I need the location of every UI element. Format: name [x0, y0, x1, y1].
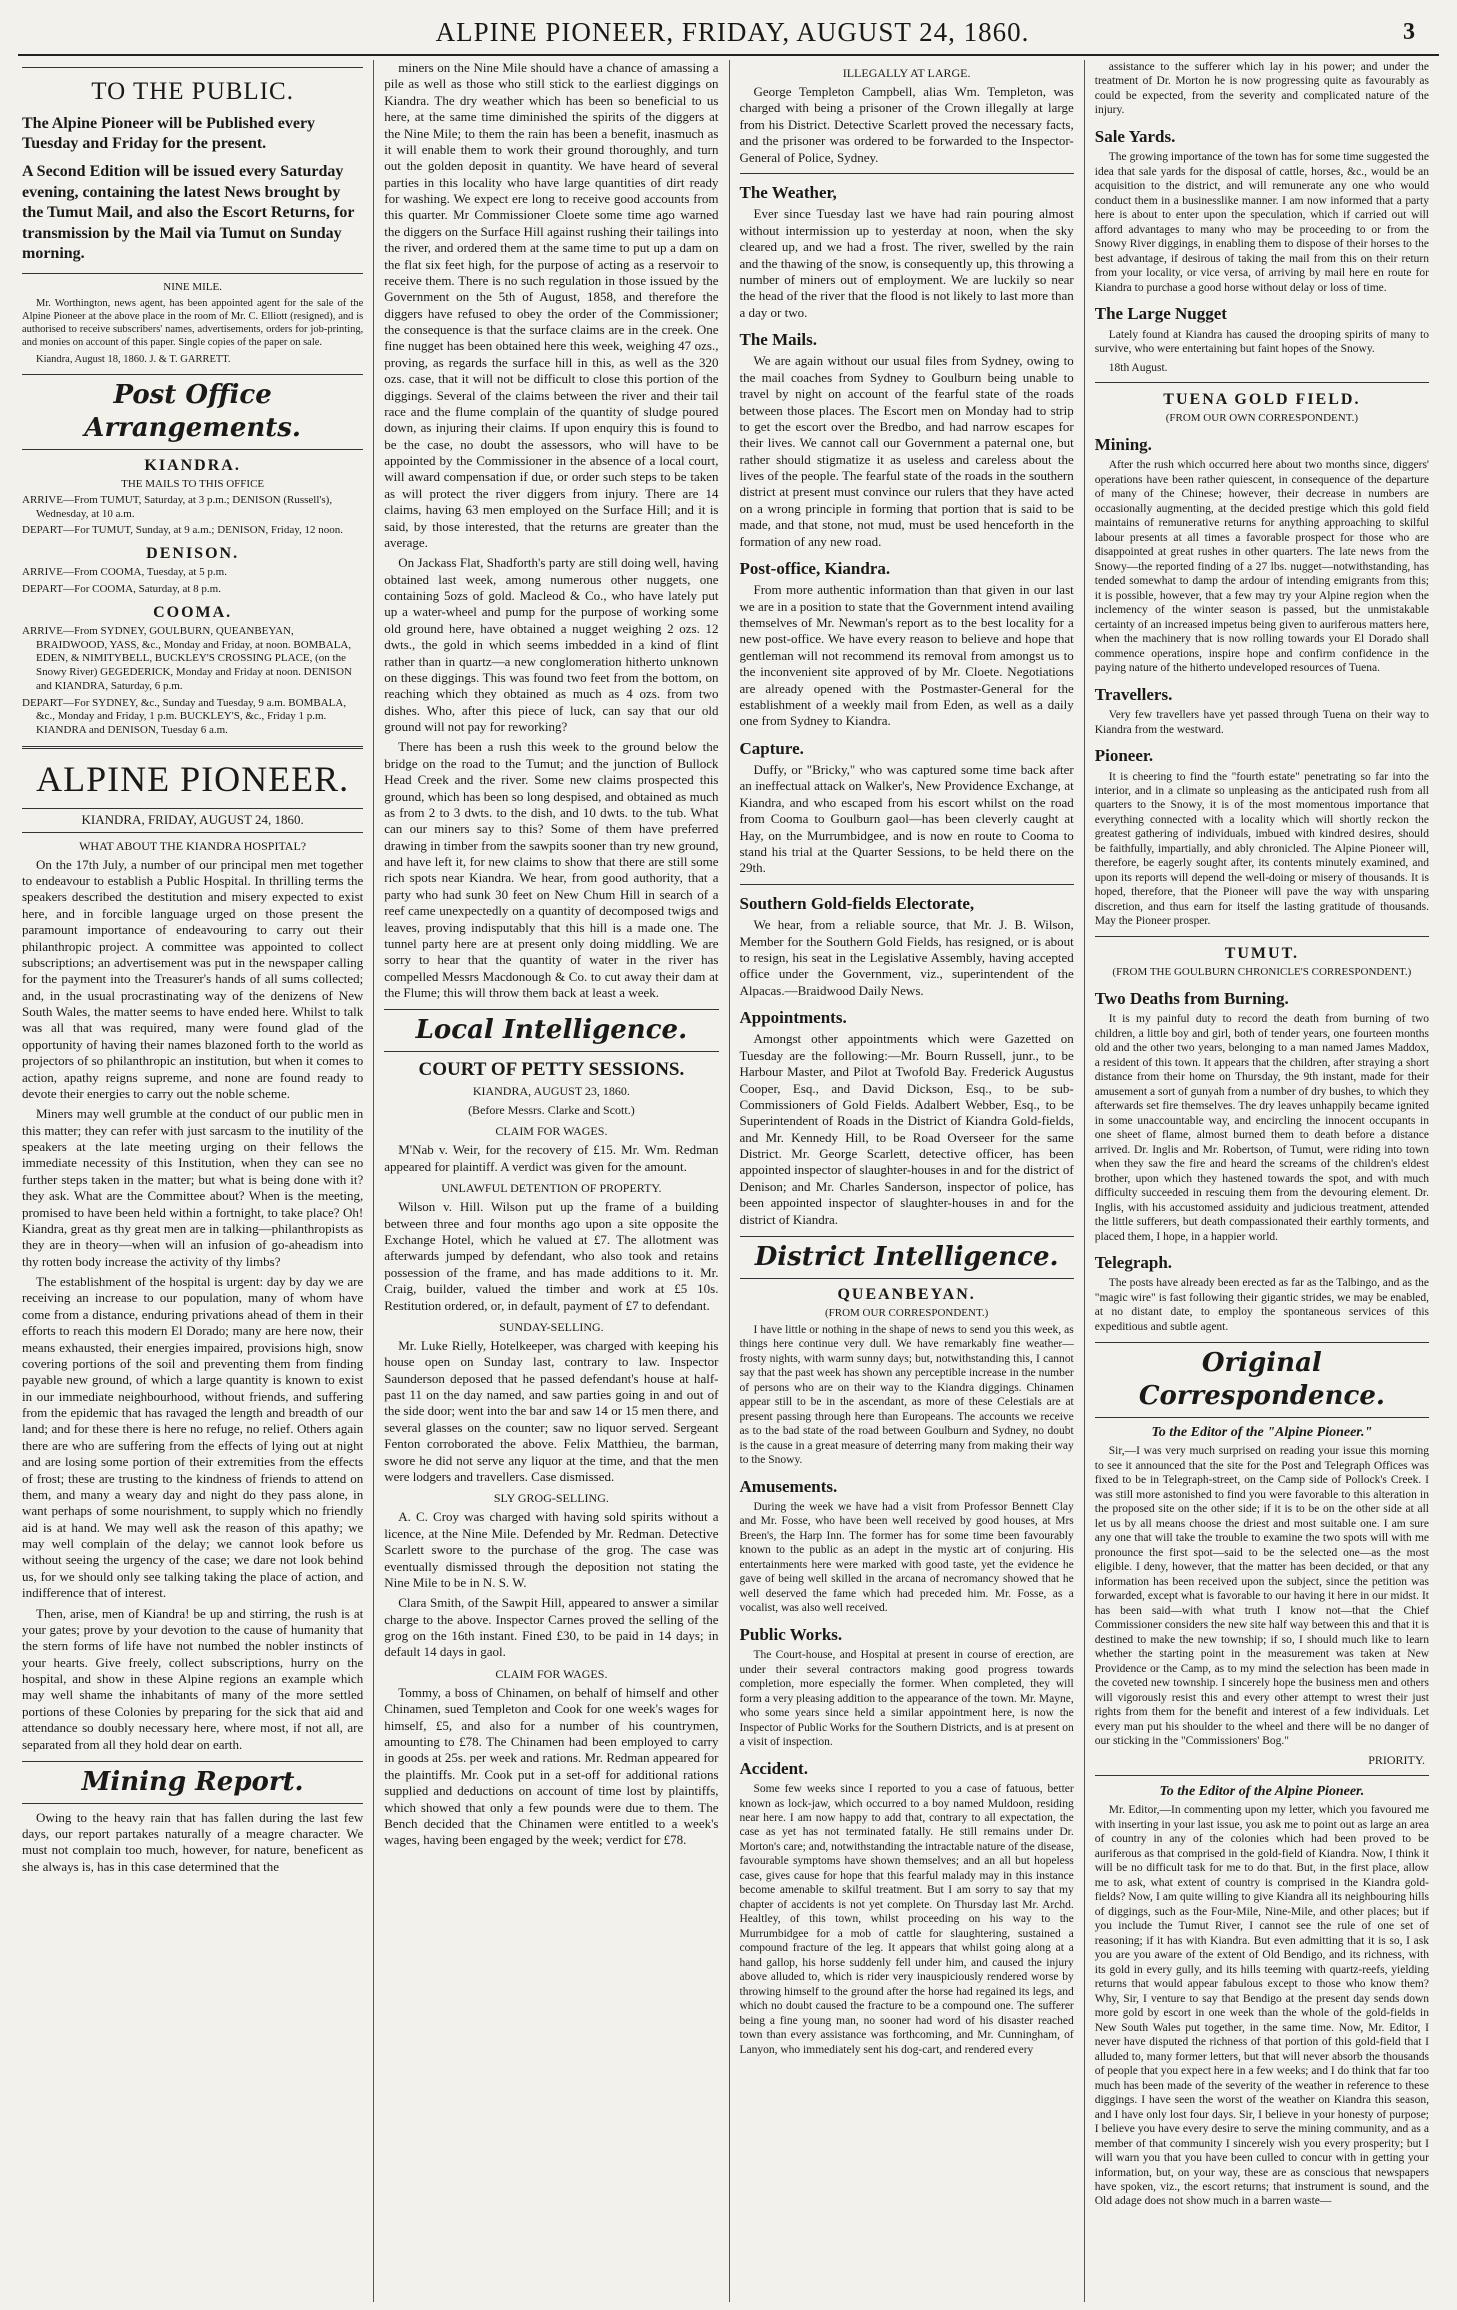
divider	[1095, 1775, 1429, 1776]
column-4	[1084, 60, 1439, 2302]
case-heading: UNLAWFUL DETENTION OF PROPERTY.	[441, 1181, 662, 1196]
public-works-text: The Court-house, and Hospital at present in course of erection, are under their several contractors making good progress towards completion, more especially the former. When completed, they will form a very pleasing addition to the appearance of the town. Mr. Mayne, who some years since held a similar appointment here, is now the Inspector of Public Works for the Southern Districts, and is at present on a visit of inspection.	[739, 1649, 1074, 1749]
burning-heading: Two Deaths from Burning.	[1094, 988, 1289, 1008]
tuena-heading: TUENA GOLD FIELD.	[1163, 391, 1361, 409]
cooma-arrive: ARRIVE—From SYDNEY, GOULBURN, QUEANBEYAN, BRAIDWOOD, YASS, &c., Monday and Friday, at noon. BOMBALA, EDEN, & NIMITYBELL, BUCKLEY'S CROSSING PLACE, (on the Snowy River) GEGEDERICK, Monday and Friday at noon. DENISON and KIANDRA, Saturday, 6 p.m.	[22, 624, 352, 692]
electorate-heading: Southern Gold-fields Electorate,	[739, 893, 975, 913]
masthead-title: ALPINE PIONEER, FRIDAY, AUGUST 24, 1860.	[435, 16, 1030, 47]
case-heading: SLY GROG-SELLING.	[493, 1491, 609, 1506]
case-text: George Templeton Campbell, alias Wm. Templeton, was charged with being a prisoner of the Crown illegally at large from his District. Detective Scarlett proved the necessary facts, and the prisoner was ordered to be forwarded to the Inspector-General of Police, Sydney.	[739, 84, 1074, 165]
pioneer-text: It is cheering to find the "fourth estate" penetrating so far into the interior, and in a climate so unpleasing as the anticipated rush from all quarters to the Snowy, it is of the most momentous importance that everything connected with a locality which will shortly reckon the greatest gathering of individuals, imbued with kindred desires, should be faithfully, impartially, and ably chronicled. The Alpine Pioneer will, therefore, be eagerly sought after, its contents minutely examined, and upon its reports will depend the well-doing or misery of thousands. It is hoped, therefore, that the Pioneer will pave the way with unsparing discretion, and thus earn for itself the lasting gratitude of thousands. May the Pioneer prosper.	[1094, 770, 1429, 928]
queanbeyan-report	[740, 1323, 1074, 2058]
case-heading: CLAIM FOR WAGES.	[495, 1124, 608, 1139]
case-text: A. C. Croy was charged with having sold spirits without a licence, at the Nine Mile. Defended by Mr. Redman. Detective Scarlett swore to the purchase of the grog. The case was eventually dismissed through the deposition not stating the Nine Mile to be in N. S. W.	[384, 1509, 719, 1590]
tuena-mining-heading: Mining.	[1094, 435, 1152, 455]
nine-mile-signature: Kiandra, August 18, 1860. J. & T. GARRETT.	[36, 354, 231, 366]
sale-yards-text: The growing importance of the town has for some time suggested the idea that sale yards for the disposal of cattle, horses, &c., would be an acquisition to the district, and will remunerate any one who would conduct them in a businesslike manner. I am now informed that a party here is about to enter upon the speculation, which if carried out will afford advantages to many who may be proceeding to or from the Snowy River diggings, in enabling them to dispose of their horses to the best advantage, if desirous of taking the mail from this on their return from your locality, or vice versa, of arriving by mail here en route for Kiandra to purchase a good horse without delay or loss of time.	[1094, 151, 1429, 294]
kiandra-mail-heading: KIANDRA.	[144, 456, 241, 474]
mining-report-paragraph: There has been a rush this week to the ground below the bridge on the road to the Tumut; and the junction of Bullock Head Creek and the river. Some new claims prospected this ground, which has been so long despised, and obtained as much as from 2 to 3 dwts. to the dish, and 10 dwts. to the tub. What can our miners say to this? Some of them have preferred drawing in timber from the sawpits sooner than try new ground, and have left it, for new claims to show that there are still some rich spots near Kiandra. We hear, from good authority, that a party who had sunk 30 feet on New Chum Hill in search of a reef came unexpectedly on a quantity of decomposed twigs and leaves, proving indisputably that this hill is a made one. The tunnel party here are at present only doing middling. We are sorry to hear that the quantity of water in the river has compelled Messrs Macdonough & Co. to cut away their dam at the Flume; this will throw them back at least a week.	[384, 739, 719, 1000]
hospital-paragraph: On the 17th July, a number of our principal men met together to endeavour to establish a Public Hospital. In thrilling terms the speakers described the destitution and misery expected to exist here, and in forcible language urged on those present the paramount importance of endeavouring to carry out their philanthropic project. A committee was appointed to collect subscriptions; an advertisement was put in the newspaper calling for the payment into the Treasurer's hands of all sums collected; and, in the usual procrastinating way of the denizens of New South Wales, the matter seems to have ended here. Whilst to talk was all that was required, many were found glad of the opportunity of having their names blazoned forth to the world as projectors of so philanthropic an institution, but when it comes to action, apathy reigns supreme, and none are found ready to devote their energies to carry out the noble scheme.	[22, 856, 364, 1101]
burning-text: It is my painful duty to record the death from burning of two children, a little boy and girl, both of tender years, one fourteen months old and the other two years, belonging to a man named James Maddox, a resident of this town. It appears that the children, after straying a short distance from their home on Thursday, the 9th instant, made for their amusement a sort of gunyah from a number of dry bushes, to which they afterwards set fire themselves. The dry leaves unhappily became ignited in some unaccountable way, and encircling the innocent occupants in one sheet of flame, almost burned them to death before a distance arrived. Dr. Inglis and Mr. Robertson, of Tumut, were riding into town when they saw the fire and heard the screams of the children's eldest brother, upon which they hastened towards the spot, and with much difficulty succeeded in rescuing them from the devouring element. Dr. Inglis, with his accustomed assiduity and judicious treatment, attended the little sufferers, but death compassionated their earthly torments, and placed them, I hope, in a happier world.	[1094, 1013, 1429, 1243]
hospital-paragraph: Then, arise, men of Kiandra! be up and stirring, the rush is at your gates; prove by your devotion to the cause of humanity that the stern forms of life have not numbed the nobler instincts of your hearts. Give freely, collect subscriptions, hurry on the hospital, and show in these Alpine regions an example which may well shame the inhabitants of many of the more settled portions of these Colonies by preparing for the sick that aid and attendance so doubly necessary here, where most, if not all, are separated from all they hold dear on earth.	[22, 1605, 364, 1752]
denison-depart: DEPART—For COOMA, Saturday, at 8 p.m.	[22, 582, 221, 595]
sale-yards-heading: Sale Yards.	[1094, 126, 1176, 146]
case-text: Tommy, a boss of Chinamen, on behalf of himself and other Chinamen, sued Templeton and Cook for one week's wages for himself, £5, and also for a number of his countrymen, amounting to £78. The Chinamen had been employed to carry in goods at 25s. per week and rations. Mr. Redman appeared for the plaintiffs. Mr. Cook put in a set-off for additional rations supplied and deductions on account of time lost by plaintiffs, which showed that only a few pounds were due to them. The Bench decided that the Chinamen were entitled to a week's wages, having been engaged by the week; verdict for £78.	[384, 1684, 719, 1848]
amusements-heading: Amusements.	[739, 1476, 838, 1496]
divider	[22, 746, 363, 749]
mining-report-paragraph: On Jackass Flat, Shadforth's party are still doing well, having obtained last week, among numerous other nuggets, one containing 5ozs of gold. Macleod & Co., who have lately put up a water-wheel and pump for the purpose of working some old ground here, have obtained a nugget weighing 2 ozs. 12 dwts., the gold in which seems imbedded in a kind of flint rather than in quartz—a new conglomeration hitherto unknown on these diggings. This was found two feet from the bottom, on reaching which they obtained as much as 4 ozs. from two dishes. Who, after this piece of luck, can say that our old ground will not pay for reworking?	[384, 555, 719, 734]
letter-address: To the Editor of the "Alpine Pioneer."	[1151, 1424, 1373, 1440]
divider	[22, 67, 363, 68]
denison-arrive: ARRIVE—From COOMA, Tuesday, at 5 p.m.	[22, 566, 227, 579]
column-1	[18, 60, 373, 2302]
letter-address: To the Editor of the Alpine Pioneer.	[1159, 1783, 1365, 1799]
tumut-heading: TUMUT.	[1224, 944, 1300, 962]
mails-heading: The Mails.	[739, 330, 817, 350]
to-the-public-notice	[22, 114, 363, 265]
court-bench: (Before Messrs. Clarke and Scott.)	[468, 1103, 635, 1118]
case-heading: CLAIM FOR WAGES.	[495, 1666, 608, 1681]
nine-mile-heading: NINE MILE.	[163, 280, 222, 293]
dateline: KIANDRA, FRIDAY, AUGUST 24, 1860.	[22, 808, 363, 832]
capture-text: Duffy, or "Bricky," who was captured some time back after an ineffectual attack on Walker's, New Providence Exchange, at Kiandra, and who escaped from his escort whilst on the road from Cooma to Goulburn gaol—has been cleverly caught at Hay, on the Murrumbidgee, and is now en route to Cooma to stand his trial at the Quarter Sessions, to be held there on the 29th.	[739, 762, 1074, 876]
cooma-depart: DEPART—For SYDNEY, &c., Sunday and Tuesday, 9 a.m. BOMBALA, &c., Monday and Friday, 1 p.m. BUCKLEY'S, &c., Friday 1 p.m. KIANDRA and DENISON, Tuesday 6 a.m.	[22, 696, 347, 737]
queanbeyan-heading: QUEANBEYAN.	[837, 1285, 976, 1303]
mails-text: We are again without our usual files from Sydney, owing to the mail coaches from Sydney to Goulburn being unable to travel by night on account of the fearful state of the roads between those places. The Escort men on Monday had to strip to get the escort over the Bredbo, and had narrow escapes for their lives. We cannot call our Government a paternal one, but rather should stigmatize it as useless and careless about the lives of the people. The fearful state of the roads in the southern district at present must convince our rulers that they have acted on a wrong principle in forming that portion that is said to be made, and that stone, not mud, must be used henceforth in the formation of any new road.	[739, 353, 1074, 549]
large-nugget-text: Lately found at Kiandra has caused the drooping spirits of many to survive, who were entertaining but faint hopes of the Snowy.	[1094, 328, 1429, 356]
column-2	[373, 60, 728, 2302]
paper-title: ALPINE PIONEER.	[36, 758, 350, 799]
to-the-public-heading: TO THE PUBLIC.	[91, 78, 294, 105]
large-nugget-heading: The Large Nugget	[1094, 304, 1227, 324]
letter-text: Sir,—I was very much surprised on reading your issue this morning to see it announced that the site for the Post and Telegraph Offices was fixed to be in Telegraph-street, on the Camp side of Pollock's Creek. I was still more astonished to find you were favorable to this alteration in the proposed site on the other side; if it is to be on the other side at all let us by all means choose the driest and most suitable one. I am sure any one that will take the trouble to examine the two spots will with me pronounce the first spot—said to be the selected one—as the most eligible. I deny, however, that the matter has been decided, or that any information has been received upon the subject, since the petition was forwarded, except what is favorable to our having it here in our midst. It has been said—with what truth I know not—that the Chief Commissioner considers the new site half way between this and that it is destined to make the new township; if so, I should much like to learn whether the starting point in the measurement was taken at New Providence or the Camp, as to my mind the selection has been made in the coveted new township. I sincerely hope the business men and others will vigorously resist this and every other attempt to wrest their just rights from them for the benefit and interest of a few individuals. Let every man put his shoulder to the wheel and there will be no danger of our sticking in the "Commissioners' Bog."	[1094, 1445, 1429, 1748]
travellers-heading: Travellers.	[1094, 684, 1173, 704]
divider	[740, 173, 1074, 174]
appointments-text: Amongst other appointments which were Gazetted on Tuesday are the following:—Mr. Bourn Russell, junr., to be Harbour Master, and Pilot at Twofold Bay. Frederick Augustus Cooper, Esq., and David Dickson, Esq., to be sub-Commissioners of Gold Fields. Adalbert Webber, Esq., to be Superintendent of Roads in the District of Kiandra Gold-fields, and Mr. Kennedy Hill, to be Road Overseer for the same District. Mr. George Scarlett, detective officer, has been appointed inspector of slaughter-houses in and for the district of Denison; and Mr. Charles Sanderson, inspector of police, has been appointed inspector of slaughter-houses in and for the district of Kiandra.	[739, 1031, 1074, 1227]
kiandra-arrive: ARRIVE—From TUMUT, Saturday, at 3 p.m.; DENISON (Russell's), Wednesday, at 10 a.m.	[22, 493, 333, 520]
hospital-heading: WHAT ABOUT THE KIANDRA HOSPITAL?	[79, 838, 307, 853]
divider	[740, 884, 1074, 885]
correspondent-byline: (FROM OUR CORRESPONDENT.)	[824, 1306, 989, 1319]
correspondent-byline: (FROM THE GOULBURN CHRONICLE'S CORRESPONDENT.)	[1112, 966, 1412, 978]
case-text: Wilson v. Hill. Wilson put up the frame of a building between three and four months ago upon a site opposite the Exchange Hotel, which he valued at £7. The allotment was afterwards jumped by defendant, who also took and retains possession of the frame, and has made additions to it. Mr. Craig, builder, valued the timber and work at £5 10s. Restitution ordered, or, in default, payment of £7 to defendant.	[384, 1199, 719, 1313]
accident-heading: Accident.	[739, 1758, 808, 1778]
large-nugget-date: 18th August.	[1108, 361, 1168, 374]
accident-text: Some few weeks since I reported to you a case of fatuous, better known as lock-jaw, which occurred to a boy named Muldoon, residing near here. I am now happy to add that, contrary to all expectation, the case as yet has not terminated fatally. He still remains under Dr. Morton's care; and, notwithstanding the intractable nature of the disease, favourable symptoms have shown themselves; and an all but hopeless case, gives cause for hope that this fearful malady may in this instance become amenable to skilful treatment. But I am sorry to say that my chapter of accidents is not yet complete. On Thursday last Mr. Archd. Healtley, of this town, whilst proceeding on his way to the Murrumbidgee for a mob of cattle for slaughtering, sustained a compound fracture of the leg. It appears that whilst going along at a hand gallop, his horse suddenly fell under him, and caused the injury above alluded to, which is rider very inauspiciously rendered worse by throwing himself to the ground after the horse had regained its legs, and which no doubt caused the fracture to be a compound one. The sufferer being a fine young man, no sooner had word of his disaster reached town than every assistance was forthcoming, and Mr. Cunningham, of Lanyon, who immediately sent his dog-cart, and rendered every	[739, 1783, 1074, 2056]
mining-report-heading: Mining Report.	[22, 1761, 363, 1804]
weather-text: Ever since Tuesday last we have had rain pouring almost without intermission up to yesterday at noon, when the sky cleared up, and we had a frost. The river, swelled by the rain and the thawing of the snow, is consequently up, this throwing a number of miners out of employment. We are luckily so near the head of the river that the flood is not likely to last more than a day or two.	[739, 206, 1074, 320]
mining-report-paragraph: Owing to the heavy rain that has fallen during the last few days, our report partakes naturally of a meagre character. We must not complain too much, however, for nature, beneficent as she always is, has in this case determined that the	[22, 1809, 364, 1874]
divider	[22, 273, 363, 274]
letter-text: Mr. Editor,—In commenting upon my letter, which you favoured me with inserting in your last issue, you ask me to point out as large an area of country in any of the colonies which had been proved to be auriferous as that comprised in the gold-field of Kiandra. Now, I think it will be no difficult task for me to do that. But, in the first place, allow me to ask, what extent of country is comprised in the Kiandra gold-fields? Now, I am quite willing to give Kiandra all its neighbouring hills of diggings, such as the Four-Mile, Nine-Mile, and other places; but if you include the Tumut River, I cannot see the rule of one set of reasoning; if it has with Kiandra. But even admitting that it is so, I ask you are you aware of the extent of Old Bendigo, and its richness, with its gold in every gully, and its hills teeming with quartz-reefs, yielding returns that would appear fabulous except to those who know them? Why, Sir, I venture to say that Bendigo at the present day sends down more gold by escort in one week than the whole of the gold-fields in New South Wales put together, in the same time. Now, Mr. Editor, I never have disputed the richness of that portion of this gold-field that I alluded to, many former letters, but that will never absorb the thousands of people that you expect here in a few weeks; and I do think that far too much has been made of the severity of the weather in reference to these diggings. I have seen the worst of the weather on Kiandra this season, and I have only lost four days. Sir, I believe in your honesty of purpose; I believe you have every desire to serve the mining community, and as a member of that community I sincerely wish you every prosperity; but I will warn you that you have been culled to concur with in getting your information, but, on your way, these are as conscious that newspapers have spoken, viz., the escort returns; that instrument is sound, and the Old adage does not show much in a barren waste—	[1094, 1804, 1429, 2208]
pioneer-heading: Pioneer.	[1094, 746, 1154, 766]
amusements-text: During the week we have had a visit from Professor Bennett Clay and Mr. Fosse, who have been well received by good houses, at Mrs Breen's, the Harp Inn. The former has for some time been favourably known to the public as an adept in the mystic art of conjuring. His entertainments here were marked with good taste, yet the evidence he gave of being well skilled in the arcana of necromancy showed that he well deserved the fame which had preceded him. Mr. Fosse, as a vocalist, was also well received.	[739, 1500, 1074, 1615]
original-correspondence-heading: Original Correspondence.	[1095, 1342, 1429, 1418]
kiandra-depart: DEPART—For TUMUT, Sunday, at 9 a.m.; DENISON, Friday, 12 noon.	[22, 524, 343, 537]
post-office-kiandra-heading: Post-office, Kiandra.	[739, 558, 891, 578]
case-heading: ILLEGALLY AT LARGE.	[842, 66, 971, 80]
hospital-paragraph: The establishment of the hospital is urgent: day by day we are receiving an increase to our population, many of whom have come from a distance, enduring privations ahead of them in their efforts to reach this modern El Dorado; many are here now, their means exhausted, their energies impaired, provisions high, snow covering portions of the soil and preventing them from finding payable new ground, of which a large quantity is known to exist in our immediate neighbourhood, without friends, and suffering from the epidemic that has ravaged the length and breadth of our land; and for these there is here no refuge, no relief. Others again there are who are suffering from the effects of lying out at night and are losing some portion of their extremities from the effects of frost; these are trusting to the kindness of friends to attend on them, and many a weary day and night do they pass alone, in want perhaps of some nourishment, to supply which no friendly aid is at hand. We may well ask the reason of this apathy; we may well complain of the delay; we cannot look before us without seeing the urgency of the case; we dare not look behind us, for we should only see talking taking the place of action, and indifference that of interest.	[22, 1274, 364, 1601]
correspondent-byline: (FROM OUR OWN CORRESPONDENT.)	[1165, 412, 1359, 425]
columns	[18, 60, 1439, 2302]
case-text: M'Nab v. Weir, for the recovery of £15. Mr. Wm. Redman appeared for plaintiff. A verdict was given for the amount.	[384, 1142, 719, 1174]
tuena-mining-text: After the rush which occurred here about two months since, diggers' operations have been rather quiescent, in consequence of the departure of many of the Chinese; however, their decrease in numbers are occasionally augmenting, at the decided prestige which this gold field maintains of remunerative returns for anything approaching to skilful labour presents at all times a favorable prospect for those who are disappointed at great rushes in other quarters. The late news from the Snowy—the reported finding of a 27 lbs. nugget—notwithstanding, has tended somewhat to damp the ardour of intending emigrants from this; it is possible, however, that a few may try your Alpine region when the inclemency of the winter season is passed, but the unmistakable certainty of an increased impetus being given to auriferous matters here, when the machinery that is now rolling towards your El Dorado shall commence operations, inspire hope and confirm confidence in the paying nature of the hitherto undeveloped resources of Tuena.	[1094, 459, 1429, 675]
post-office-heading: Post Office Arrangements.	[22, 374, 363, 450]
mining-report-paragraph: miners on the Nine Mile should have a chance of amassing a pile as well as those who still stick to the earliest diggings on Kiandra. The dry weather which has been so beneficial to us here, at the same time diminished the spirits of the diggers at the Nine Mile; to them the rain has been a benefit, inasmuch as it will enable them to work their ground thoroughly, and turn out the golden deposit in quantity. We have heard of several parties in this locality who have large quantities of dirt ready for washing. We expect ere long to receive good accounts from this quarter. Mr Commissioner Cloete some time ago warned the diggers on the Surface Hill against rushing their tailings into the river, and ordered them at the same time to put up a dam on the flat six feet high, for the purpose of acting as a reservoir to receive them. There is no such regulation in those issued by the Government on the 5th of August, 1858, and therefore the diggers have refused to obey the order of the Commissioner; the consequence is that the surface claims are in the creek. One fine nugget has been obtained here this week, weighing 47 ozs., proving, as regards the surface hill in this, as well as the 320 ozs. case, that it will not be difficult to close this portion of the diggings. Several of the claims between the river and their tail race and the flume complain of the quantity of sludge poured down, as injuring their claims. If upon enquiry this is found to be the case, no doubt the assessors, who will have to be appointed by the Commissioner in the absence of a local court, will award compensation if due, or order such steps to be taken as will protect the river diggers from injury. There are 14 claims, having 63 men employed on the Surface Hill; and it is said, by those interested, that the returns are greater than the average.	[384, 60, 719, 550]
nine-mile-notice: Mr. Worthington, news agent, has been appointed agent for the sale of the Alpine Pioneer at the above place in the room of Mr. C. Elliott (resigned), and is authorised to receive subscribers' names, advertisements, orders for job-printing, and monies on account of this paper. Single copies of the paper on sale.	[22, 297, 364, 349]
capture-heading: Capture.	[739, 738, 804, 758]
electorate-text: We hear, from a reliable source, that Mr. J. B. Wilson, Member for the Southern Gold Fields, has resigned, or is about to resign, his seat in the Legislative Assembly, having accepted office under the Government, viz., superintendent of the Alpacas.—Braidwood Daily News.	[739, 917, 1074, 998]
court-heading: COURT OF PETTY SESSIONS.	[418, 1059, 685, 1081]
queanbeyan-text: I have little or nothing in the shape of news to send you this week, as things here continue very dull. We have remarkably fine weather—frosty nights, with warm sunny days; but, notwithstanding this, I cannot say that the past week has shown any perceptible increase in the number of persons who are on their way to the Kiandra diggings. Chinamen appear still to be in the ascendant, as more of these Celestials are at present passing through here than Europeans. The accounts we receive as to the bad state of the road between Goulburn and Sydney, no doubt is the cause in a great measure of deterring many from making their way to the Snowy.	[739, 1323, 1074, 1467]
cooma-mail-heading: COOMA.	[153, 603, 233, 621]
notice-second-edition: A Second Edition will be issued every Saturday evening, containing the latest News brought by the Tumut Mail, and also the Escort Returns, for transmission by the Mail via Tumut on Sunday morning.	[22, 163, 355, 263]
divider	[1095, 382, 1429, 383]
telegraph-heading: Telegraph.	[1094, 1253, 1173, 1273]
hospital-paragraph: Miners may well grumble at the conduct of our public men in this matter; they can refer with just sarcasm to the inutility of the speakers at the late meeting urging on their fellows the immediate necessity of this Institution, when they can see no further steps taken in the matter; but what is being done with it? they ask. What are the Committee about? When is the meeting, promised to have been held within a fortnight, to take place? Oh! Kiandra, great as thy great men are in talking—philanthropists as they are in theory—when will an infusion of go-aheadism into thy rotten body increase the activity of thy limbs?	[22, 1106, 364, 1269]
column-3	[729, 60, 1084, 2302]
court-date: KIANDRA, AUGUST 23, 1860.	[472, 1084, 630, 1099]
telegraph-text: The posts have already been erected as far as the Talbingo, and as the "magic wire" is fast following their gigantic strides, we may be enabled, at no distant date, to employ the spontaneous services of this expeditious and subtle agent.	[1094, 1277, 1429, 1333]
case-text: Clara Smith, of the Sawpit Hill, appeared to answer a similar charge to the above. Inspector Carnes proved the selling of the grog on the 16th instant. Fined £30, to be paid in 14 days; in default 14 days in gaol.	[384, 1595, 719, 1660]
letter-signature: PRIORITY.	[1368, 1752, 1425, 1767]
divider	[1095, 936, 1429, 937]
notice-publication-days: The Alpine Pioneer will be Published every Tuesday and Friday for the present.	[22, 114, 316, 152]
accident-text: assistance to the sufferer which lay in his power; and under the treatment of Dr. Morton he is now progressing quite as favourably as could be expected, from the severity and complicated nature of the injury.	[1094, 61, 1429, 117]
case-text: Mr. Luke Rielly, Hotelkeeper, was charged with keeping his house open on Sunday last, contrary to law. Inspector Saunderson deposed that he passed defendant's house at half-past 11 on the day named, and saw parties going in and out of the side door; went into the bar and saw 14 or 15 men there, and several glasses on the counter; saw no liquor served. Sergeant Fenton corroborated the above. Felix Matthieu, the barman, swore he did not serve any liquor at the time, and that the men were lodgers and travellers. Case dismissed.	[384, 1337, 719, 1484]
masthead	[18, 10, 1439, 56]
local-intelligence-heading: Local Intelligence.	[384, 1009, 718, 1052]
district-intelligence-heading: District Intelligence.	[740, 1236, 1074, 1279]
appointments-heading: Appointments.	[739, 1008, 847, 1028]
case-heading: SUNDAY-SELLING.	[499, 1319, 604, 1334]
travellers-text: Very few travellers have yet passed through Tuena on their way to Kiandra from the westward.	[1094, 709, 1429, 736]
page-number: 3	[1403, 18, 1415, 45]
post-office-kiandra-text: From more authentic information than that given in our last we are in a position to state that the Government intend availing themselves of Mr. Newman's report as to the best locality for a new post-office. We have every reason to believe and hope that gentleman will not recommend its removal from amongst us to the inconvenient site approved of by Mr. Cloete. Negotiations are already opened with the Postmaster-General for the establishment of a weekly mail from Eden, as well as a daily one from Sydney to Kiandra.	[739, 582, 1074, 729]
mails-subheading: THE MAILS TO THIS OFFICE	[121, 477, 265, 490]
public-works-heading: Public Works.	[739, 1624, 843, 1644]
weather-heading: The Weather,	[739, 182, 837, 202]
denison-mail-heading: DENISON.	[146, 545, 240, 563]
